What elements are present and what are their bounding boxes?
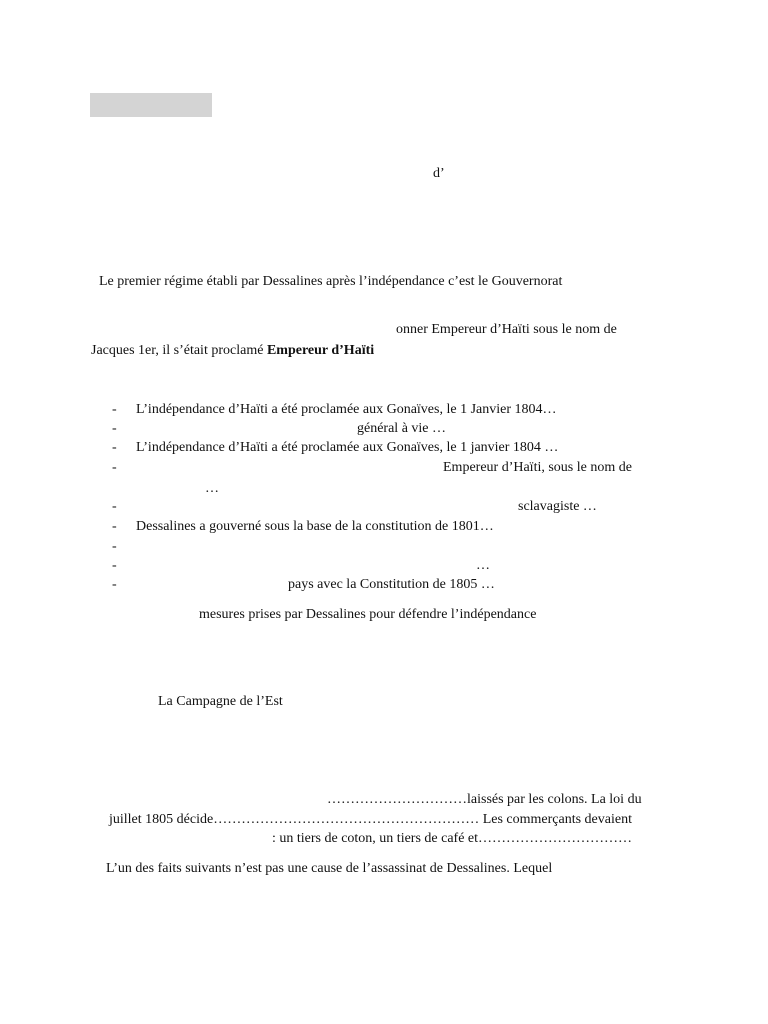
text-line-mesures: mesures prises par Dessalines pour défendre l’indépendance [199,607,537,622]
text-line-juillet: juillet 1805 décide………………………………………………… Les commerçants devaient [109,812,632,827]
text-line-gouvernorat: Le premier régime établi par Dessalines après l’indépendance c’est le Gouvernorat [99,274,563,289]
list-item: … [205,481,219,496]
list-item: Empereur d’Haïti, sous le nom de [443,460,632,475]
list-item-dash: - [112,499,117,514]
list-item: Dessalines a gouverné sous la base de la constitution de 1801… [136,519,494,534]
list-item-dash: - [112,577,117,592]
list-item: L’indépendance d’Haïti a été proclamée aux Gonaïves, le 1 Janvier 1804… [136,402,557,417]
list-item: général à vie … [357,421,447,436]
list-item-dash: - [112,421,117,436]
text-line-tiers: : un tiers de coton, un tiers de café et…………………………… [272,831,633,846]
text-line-colons: …………………………laissés par les colons. La loi du [327,792,642,807]
list-item-dash: - [112,440,117,455]
list-item-dash: - [112,460,117,475]
text-line-empereur-2-prefix: Jacques 1er, il s’était proclamé [91,343,267,358]
list-item-dash: - [112,539,117,554]
text-fragment-apostrophe: d’ [433,166,445,181]
list-item: L’indépendance d’Haïti a été proclamée aux Gonaïves, le 1 janvier 1804 … [136,440,559,455]
text-line-empereur-2-bold: Empereur d’Haïti [266,343,375,358]
list-item: … [476,558,490,573]
list-item: sclavagiste … [518,499,597,514]
list-item-dash: - [112,558,117,573]
redacted-header-block [90,93,212,117]
text-line-lequel: L’un des faits suivants n’est pas une cause de l’assassinat de Dessalines. Lequel [106,861,553,876]
list-item-dash: - [112,519,117,534]
text-line-campagne: La Campagne de l’Est [158,694,283,709]
list-item-dash: - [112,402,117,417]
text-line-empereur-2 [91,343,374,359]
text-line-empereur-1: onner Empereur d’Haïti sous le nom de [396,322,617,337]
list-item: pays avec la Constitution de 1805 … [288,577,495,592]
